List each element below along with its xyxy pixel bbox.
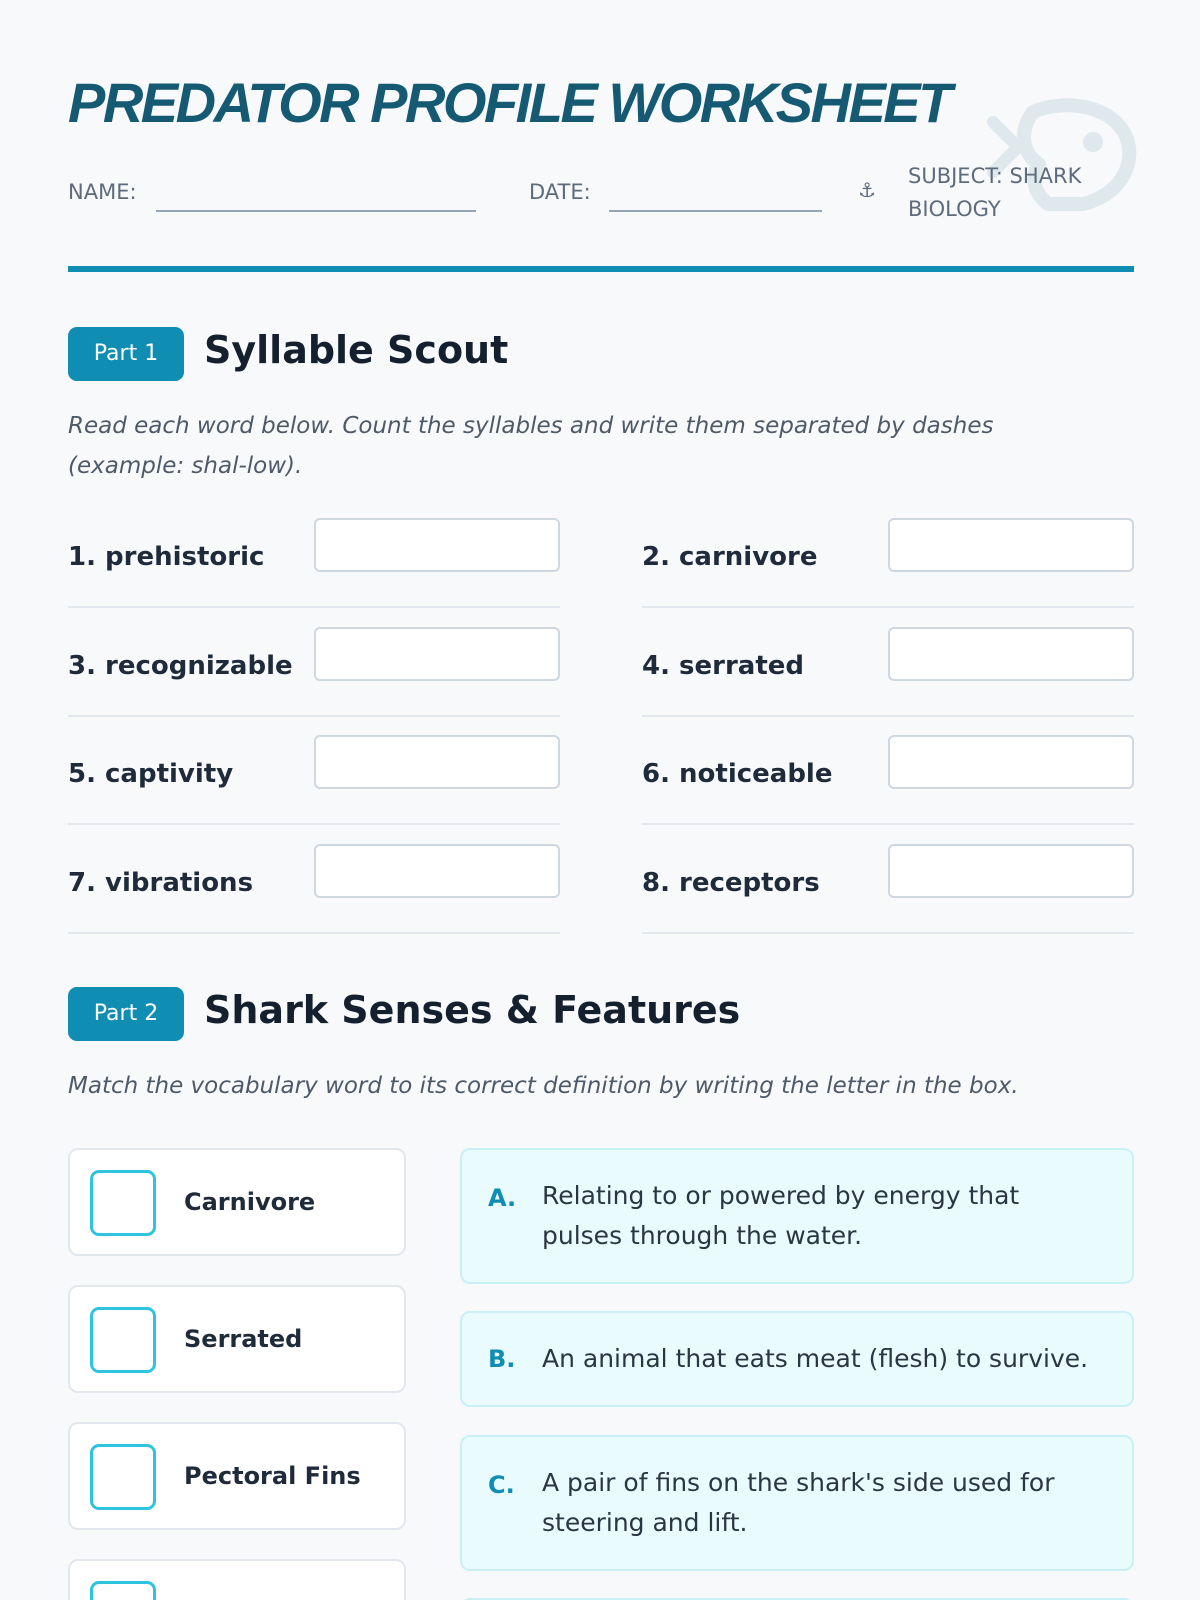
part2-badge: Part 2 bbox=[68, 987, 184, 1041]
definition-card bbox=[460, 1435, 1134, 1571]
match-word: Carnivore bbox=[184, 1188, 316, 1216]
syllable-answer-box[interactable] bbox=[314, 518, 560, 572]
part1-title: Syllable Scout bbox=[204, 328, 509, 372]
syllable-word: 1. prehistoric bbox=[68, 542, 265, 572]
syllable-word: 4. serrated bbox=[642, 651, 804, 681]
part2-instructions: Match the vocabulary word to its correct definition by writing the letter in the box. bbox=[68, 1073, 1019, 1099]
date-label: DATE: bbox=[529, 180, 591, 204]
syllable-answer-box[interactable] bbox=[888, 735, 1134, 789]
subject-block bbox=[858, 160, 1138, 226]
syllable-answer-box[interactable] bbox=[314, 627, 560, 681]
syllable-item bbox=[68, 862, 560, 934]
syllable-item bbox=[642, 862, 1134, 934]
syllable-item bbox=[68, 645, 560, 717]
syllable-word: 2. carnivore bbox=[642, 542, 818, 572]
name-label: NAME: bbox=[68, 180, 137, 204]
syllable-word: 6. noticeable bbox=[642, 759, 833, 789]
syllable-item bbox=[642, 536, 1134, 608]
match-answer-box[interactable] bbox=[90, 1170, 156, 1236]
definition-text: Relating to or powered by energy that pulses through the water. bbox=[542, 1181, 1020, 1250]
definition-card bbox=[460, 1148, 1134, 1284]
match-word-card bbox=[68, 1559, 406, 1600]
definition-card bbox=[460, 1311, 1134, 1407]
name-field[interactable] bbox=[156, 210, 476, 212]
syllable-item bbox=[68, 753, 560, 825]
match-answer-box[interactable] bbox=[90, 1581, 156, 1600]
syllable-item bbox=[642, 753, 1134, 825]
part1-badge: Part 1 bbox=[68, 327, 184, 381]
part1-instructions: Read each word below. Count the syllables and write them separated by dashes (example: shal-low). bbox=[68, 413, 994, 479]
match-word-card bbox=[68, 1422, 406, 1530]
definition-letter: B. bbox=[488, 1345, 516, 1373]
syllable-answer-box[interactable] bbox=[314, 844, 560, 898]
definition-letter: C. bbox=[488, 1471, 515, 1499]
syllable-item bbox=[642, 645, 1134, 717]
syllable-item bbox=[68, 536, 560, 608]
match-word-card bbox=[68, 1285, 406, 1393]
syllable-word: 8. receptors bbox=[642, 868, 820, 898]
match-word: Serrated bbox=[184, 1325, 303, 1353]
header-divider bbox=[68, 266, 1134, 272]
worksheet-page bbox=[68, 0, 1134, 1600]
match-word-card bbox=[68, 1148, 406, 1256]
match-word: Pectoral Fins bbox=[184, 1462, 361, 1490]
syllable-answer-box[interactable] bbox=[888, 518, 1134, 572]
match-answer-box[interactable] bbox=[90, 1307, 156, 1373]
syllable-answer-box[interactable] bbox=[888, 844, 1134, 898]
subject-label: SUBJECT: SHARK BIOLOGY bbox=[908, 164, 1082, 221]
syllable-word: 3. recognizable bbox=[68, 651, 293, 681]
part2-title: Shark Senses & Features bbox=[204, 988, 741, 1032]
definition-letter: A. bbox=[488, 1184, 517, 1212]
match-answer-box[interactable] bbox=[90, 1444, 156, 1510]
syllable-word: 5. captivity bbox=[68, 759, 234, 789]
worksheet-title: PREDATOR PROFILE WORKSHEET bbox=[68, 71, 950, 134]
syllable-word: 7. vibrations bbox=[68, 868, 254, 898]
anchor-icon: ⚓ bbox=[858, 178, 876, 202]
syllable-answer-box[interactable] bbox=[888, 627, 1134, 681]
syllable-answer-box[interactable] bbox=[314, 735, 560, 789]
definition-text: An animal that eats meat (flesh) to survive. bbox=[542, 1344, 1089, 1373]
definition-text: A pair of fins on the shark's side used for steering and lift. bbox=[542, 1468, 1055, 1537]
date-field[interactable] bbox=[609, 210, 822, 212]
